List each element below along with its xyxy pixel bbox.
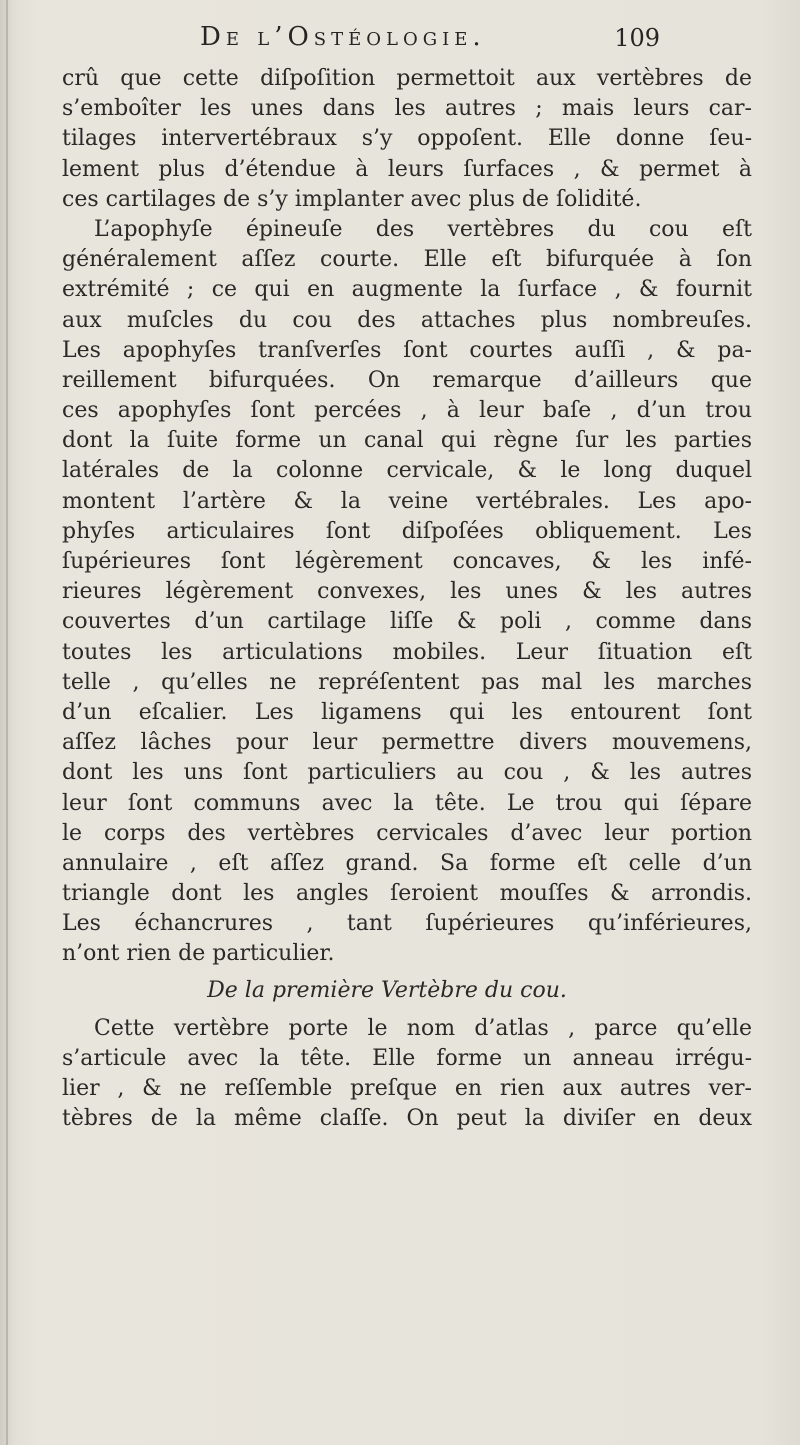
text-line: telle , qu’elles ne repréſentent pas mal les marches bbox=[62, 669, 752, 695]
paragraph-2 bbox=[62, 215, 752, 970]
text-line: leur ſont communs avec la tête. Le trou qui ſépare bbox=[62, 790, 752, 816]
text-line: reillement bifurquées. On remarque d’ailleurs que bbox=[62, 367, 752, 393]
text-line: ſupérieures ſont légèrement concaves, & les infé- bbox=[62, 549, 752, 574]
binding-gutter bbox=[6, 0, 8, 1445]
text-line: Cette vertèbre porte le nom d’atlas , parce qu’elle bbox=[94, 1015, 752, 1041]
text-line: le corps des vertèbres cervicales d’avec leur portion bbox=[62, 820, 752, 846]
text-line: rieures légèrement convexes, les unes & les autres bbox=[62, 579, 752, 605]
running-title: De l’Ostéologie. bbox=[200, 22, 486, 52]
text-line: triangle dont les angles ſeroient mouſſes & arrondis. bbox=[62, 881, 752, 907]
text-line: n’ont rien de particulier. bbox=[62, 941, 335, 967]
text-line: aux muſcles du cou des attaches plus nombreuſes. bbox=[62, 307, 752, 333]
paragraph-1 bbox=[62, 64, 752, 215]
body-text bbox=[62, 64, 752, 1134]
text-line: lement plus d’étendue à leurs ſurfaces , & permet à bbox=[62, 156, 752, 182]
text-line: latérales de la colonne cervicale, & le long duquel bbox=[62, 458, 752, 484]
page-number: 109 bbox=[614, 24, 660, 52]
text-line: aſſez lâches pour leur permettre divers mouvemens, bbox=[62, 730, 752, 756]
text-line: toutes les articulations mobiles. Leur ſituation eſt bbox=[62, 639, 752, 665]
text-line: dont la ſuite forme un canal qui règne ſur les parties bbox=[62, 428, 752, 454]
text-line: généralement aſſez courte. Elle eſt bifurquée à ſon bbox=[62, 247, 752, 273]
text-line: L’apophyſe épineuſe des vertèbres du cou eſt bbox=[94, 216, 752, 242]
text-line: d’un eſcalier. Les ligamens qui les entourent ſont bbox=[62, 699, 752, 725]
text-line: ces apophyſes ſont percées , à leur baſe , d’un trou bbox=[62, 398, 752, 424]
text-line: extrémité ; ce qui en augmente la ſurface , & fournit bbox=[62, 277, 752, 303]
text-line: Les apophyſes tranſverſes ſont courtes auſſi , & pa- bbox=[62, 337, 752, 363]
text-line: tilages intervertébraux s’y oppoſent. Elle donne ſeu- bbox=[62, 126, 752, 152]
text-line: montent l’artère & la veine vertébrales. Les apo- bbox=[62, 488, 752, 514]
text-line: s’articule avec la tête. Elle forme un anneau irrégu- bbox=[62, 1045, 752, 1071]
text-line: ces cartilages de s’y implanter avec plus de ſolidité. bbox=[62, 186, 642, 212]
text-line: Les échancrures , tant ſupérieures qu’inférieures, bbox=[62, 911, 752, 937]
text-line: couvertes d’un cartilage liſſe & poli , comme dans bbox=[62, 609, 752, 635]
text-line: tèbres de la même claſſe. On peut la diviſer en deux bbox=[62, 1106, 752, 1132]
text-line: annulaire , eſt aſſez grand. Sa forme eſt celle d’un bbox=[62, 850, 752, 876]
text-line: lier , & ne reſſemble preſque en rien aux autres ver- bbox=[62, 1076, 752, 1101]
text-line: dont les uns ſont particuliers au cou , & les autres bbox=[62, 760, 752, 786]
text-line: s’emboîter les unes dans les autres ; mais leurs car- bbox=[62, 96, 752, 122]
text-line: crû que cette diſpoſition permettoit aux vertèbres de bbox=[62, 66, 752, 91]
section-heading: De la première Vertèbre du cou. bbox=[207, 977, 567, 1003]
paragraph-3 bbox=[62, 1014, 752, 1135]
text-line: phyſes articulaires ſont diſpoſées obliquement. Les bbox=[62, 518, 752, 544]
page-header bbox=[200, 22, 700, 62]
